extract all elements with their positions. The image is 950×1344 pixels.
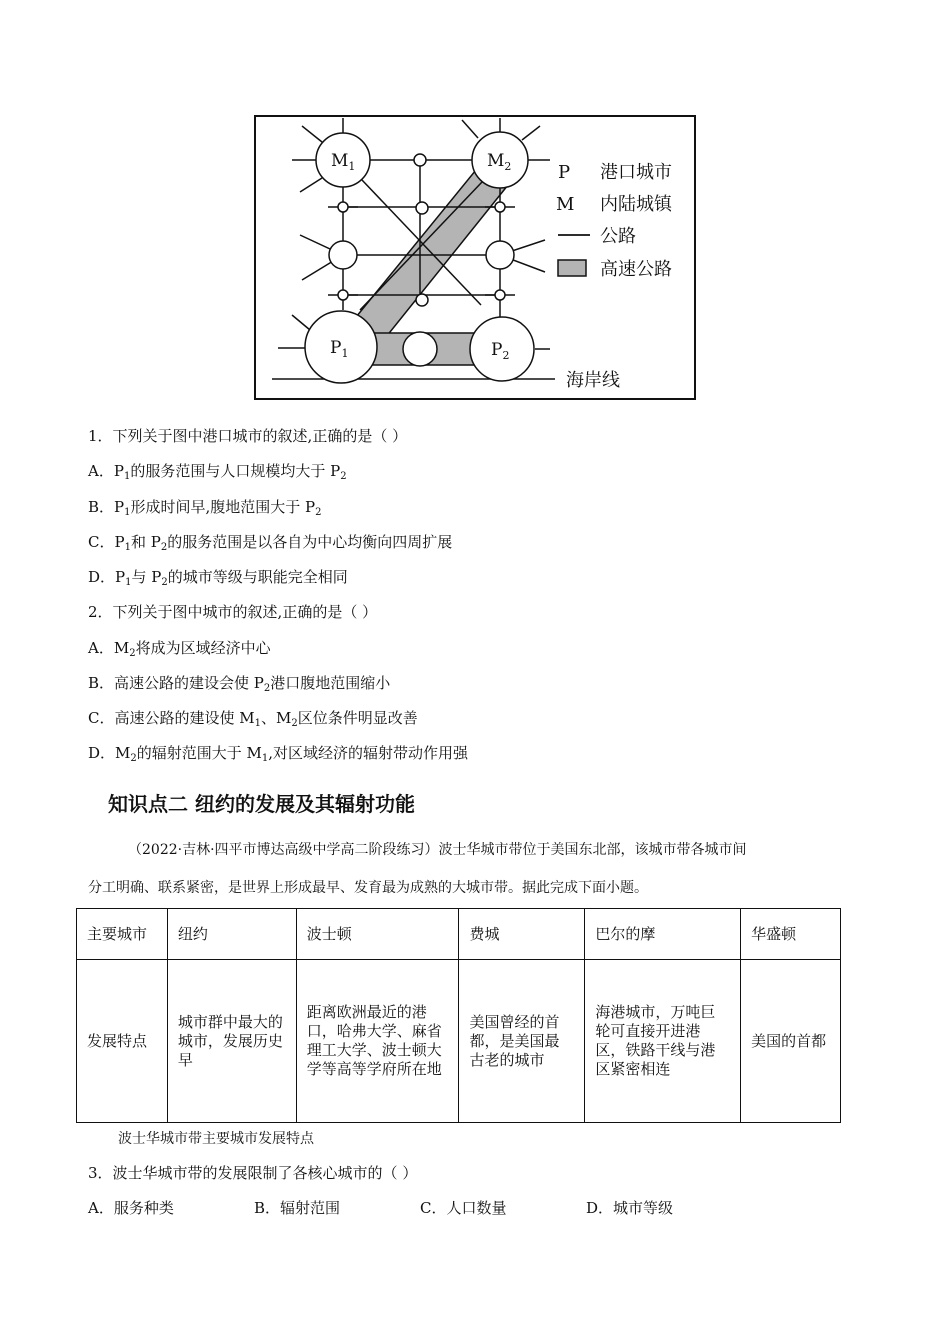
table-header-cell: 费城 — [459, 909, 585, 960]
table-cell: 美国曾经的首都，是美国最古老的城市 — [459, 960, 585, 1123]
q3-option-d[interactable]: D．城市等级 — [586, 1199, 674, 1217]
table-header-cell: 主要城市 — [77, 909, 168, 960]
table-header-cell: 纽约 — [167, 909, 296, 960]
table-row — [77, 960, 841, 1123]
label-m1: $M_1$ — [331, 151, 356, 173]
intro-line-2: 分工明确、联系紧密，是世界上形成最早、发育最为成熟的大城市带。据此完成下面小题。 — [88, 880, 648, 896]
q3-option-c[interactable]: C．人口数量 — [420, 1199, 507, 1217]
table-header-cell: 波士顿 — [296, 909, 459, 960]
legend-highway-label: 高速公路 — [600, 259, 672, 280]
q1-stem: 1．下列关于图中港口城市的叙述,正确的是（ ） — [88, 427, 408, 445]
table-header-row — [77, 909, 841, 960]
q1-option-b[interactable]: B．$P_1$形成时间早,腹地范围大于 $P_2$ — [88, 498, 322, 518]
table-cell: 城市群中最大的城市，发展历史早 — [167, 960, 296, 1123]
city-network-diagram — [252, 114, 698, 402]
q3-option-b[interactable]: B．辐射范围 — [254, 1199, 341, 1217]
table-header-cell: 华盛顿 — [741, 909, 841, 960]
q3-option-a[interactable]: A．服务种类 — [88, 1199, 174, 1217]
legend-highway-swatch — [558, 260, 586, 276]
intro-line-1: （2022·吉林·四平市博达高级中学高二阶段练习）波士华城市带位于美国东北部，该城市带各城市间 — [128, 842, 747, 858]
table-cell: 海港城市，万吨巨轮可直接开进港区，铁路干线与港区紧密相连 — [585, 960, 741, 1123]
q2-option-c[interactable]: C．高速公路的建设使 $M_1$、$M_2$区位条件明显改善 — [88, 709, 418, 729]
legend-m-label: 内陆城镇 — [600, 194, 672, 215]
q2-option-b[interactable]: B．高速公路的建设会使 $P_2$港口腹地范围缩小 — [88, 674, 391, 694]
q1-option-a[interactable]: A．$P_1$的服务范围与人口规模均大于 $P_2$ — [88, 462, 347, 482]
label-p1: $P_1$ — [330, 338, 349, 360]
table-header-cell: 巴尔的摩 — [585, 909, 741, 960]
q3-stem: 3．波士华城市带的发展限制了各核心城市的（ ） — [88, 1164, 418, 1182]
legend-road-label: 公路 — [600, 226, 636, 247]
legend-p-label: 港口城市 — [600, 162, 672, 183]
q1-option-d[interactable]: D．$P_1$与 $P_2$的城市等级与职能完全相同 — [88, 568, 348, 588]
label-p2: $P_2$ — [491, 340, 510, 362]
coastline-label: 海岸线 — [566, 370, 620, 391]
legend-p-symbol: P — [558, 162, 571, 183]
table-caption: 波士华城市带主要城市发展特点 — [118, 1131, 314, 1147]
q2-stem: 2．下列关于图中城市的叙述,正确的是（ ） — [88, 603, 378, 621]
q1-option-c[interactable]: C．$P_1$和 $P_2$的服务范围是以各自为中心均衡向四周扩展 — [88, 533, 453, 553]
legend-m-symbol: M — [556, 194, 575, 215]
table-cell: 距离欧洲最近的港口，哈弗大学、麻省理工大学、波士顿大学等高等学府所在地 — [296, 960, 459, 1123]
table-row-label: 发展特点 — [77, 960, 168, 1123]
q2-option-d[interactable]: D．$M_2$的辐射范围大于 $M_1$,对区域经济的辐射带动作用强 — [88, 744, 469, 764]
city-features-table — [76, 908, 841, 1123]
label-m2: $M_2$ — [487, 151, 512, 173]
q2-option-a[interactable]: A．$M_2$将成为区域经济中心 — [88, 639, 271, 659]
table-cell: 美国的首都 — [741, 960, 841, 1123]
section-title: 知识点二 纽约的发展及其辐射功能 — [108, 792, 415, 816]
